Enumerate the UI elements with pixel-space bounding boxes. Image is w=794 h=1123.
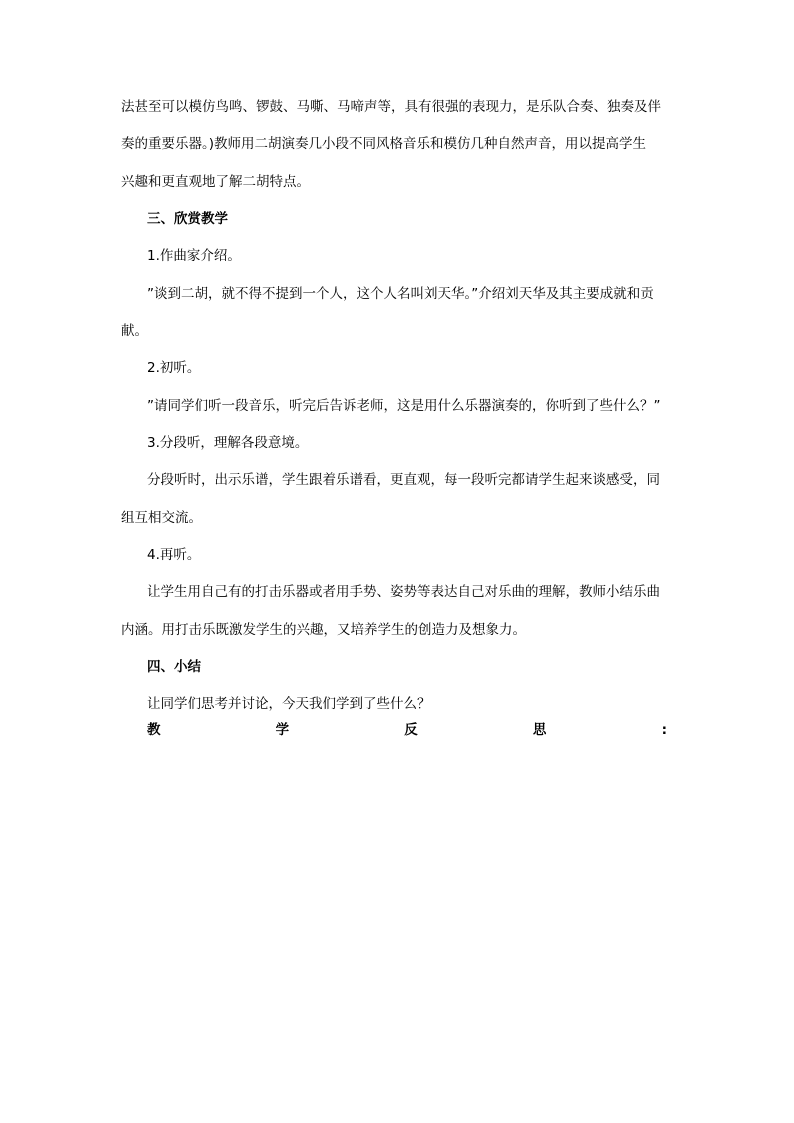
step-first-listen: 2.初听。 xyxy=(147,360,201,376)
paragraph-line: 组互相交流。 xyxy=(121,510,202,526)
paragraph-line: 内涵。用打击乐既激发学生的兴趣，又培养学生的创造力及想象力。 xyxy=(121,622,526,638)
paragraph-line: ”谈到二胡，就不得不提到一个人，这个人名叫刘天华。”介绍刘天华及其主要成就和贡 xyxy=(147,286,654,302)
step-section-listen: 3.分段听，理解各段意境。 xyxy=(147,435,309,451)
reflection-char: 反 xyxy=(404,722,418,738)
section-heading-appreciation: 三、欣赏教学 xyxy=(147,211,228,227)
reflection-char: 学 xyxy=(275,722,290,738)
paragraph-line: ”请同学们听一段音乐，听完后告诉老师，这是用什么乐器演奏的，你听到了些什么？” xyxy=(147,398,661,414)
paragraph-line: 奏的重要乐器。)教师用二胡演奏几小段不同风格音乐和模仿几种自然声音，用以提高学生 xyxy=(121,136,647,152)
paragraph-line: 法甚至可以模仿鸟鸣、锣鼓、马嘶、马啼声等，具有很强的表现力，是乐队合奏、独奏及伴 xyxy=(121,99,661,115)
reflection-colon: : xyxy=(661,722,667,738)
step-composer-intro: 1.作曲家介绍。 xyxy=(147,248,241,264)
step-listen-again: 4.再听。 xyxy=(147,547,201,563)
paragraph-line: 让同学们思考并讨论，今天我们学到了些什么？ xyxy=(147,696,431,712)
paragraph-line: 献。 xyxy=(121,323,148,339)
paragraph-line: 让学生用自己有的打击乐器或者用手势、姿势等表达自己对乐曲的理解，教师小结乐曲 xyxy=(147,584,660,600)
section-heading-summary: 四、小结 xyxy=(147,659,201,675)
paragraph-line: 分段听时，出示乐谱，学生跟着乐谱看，更直观，每一段听完都请学生起来谈感受，同 xyxy=(147,472,660,488)
teaching-reflection-heading xyxy=(147,720,667,740)
reflection-char: 教 xyxy=(147,722,161,738)
paragraph-line: 兴趣和更直观地了解二胡特点。 xyxy=(121,174,310,190)
reflection-char: 思 xyxy=(532,722,547,738)
